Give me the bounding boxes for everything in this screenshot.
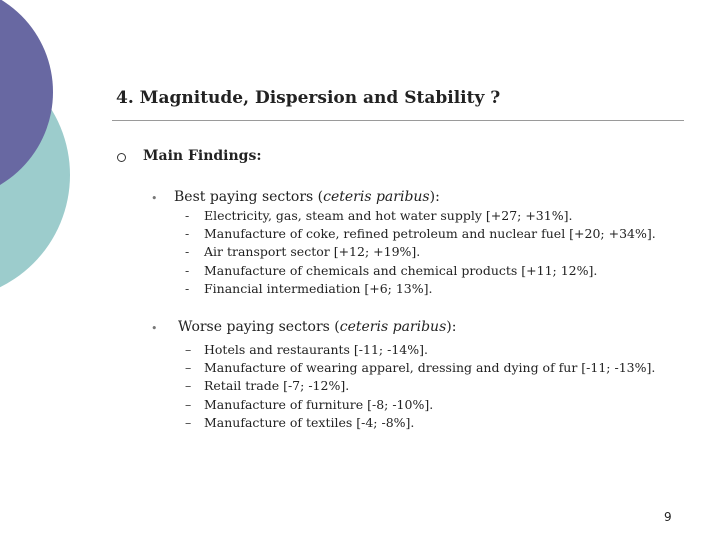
dash-bullet: - [185,226,190,242]
dash-bullet: – [185,360,192,376]
list-item-text: Manufacture of coke, refined petroleum and nuclear fuel [+20; +34%]. [204,226,656,242]
list-item-text: Hotels and restaurants [-11; -14%]. [204,342,428,357]
worse-paying-heading [178,319,456,335]
dash-bullet: - [185,262,190,278]
worse-label-end: ): [446,319,457,335]
best-paying-heading [174,189,440,205]
worse-label-start: Worse paying sectors ( [178,319,340,335]
list-item-text: Manufacture of furniture [-8; -10%]. [204,396,434,412]
list-item-text: Manufacture of wearing apparel, dressing and dying of fur [-11; -13%]. [204,360,656,376]
dash-bullet: - [185,208,190,223]
bullet-icon: • [151,192,158,205]
dash-bullet: - [185,280,190,296]
dash-bullet: - [185,244,190,260]
dash-bullet: – [185,414,192,430]
bullet-icon: • [151,322,158,335]
dash-bullet: – [185,396,192,412]
best-label-end: ): [429,189,440,205]
list-item-text: Air transport sector [+12; +19%]. [204,244,421,260]
list-item-text: Electricity, gas, steam and hot water supply [+27; +31%]. [204,208,573,223]
ring-bullet-icon [117,153,126,162]
list-item-text: Manufacture of textiles [-4; -8%]. [204,414,415,430]
decorative-circles [0,0,120,300]
title-divider [112,120,684,121]
dash-bullet: – [185,378,192,394]
list-item-text: Retail trade [-7; -12%]. [204,378,350,394]
list-item-text: Financial intermediation [+6; 13%]. [204,280,433,296]
best-label-italic: ceteris paribus [323,189,430,205]
dash-bullet: – [185,342,192,357]
main-findings-heading: Main Findings: [143,148,262,164]
list-item-text: Manufacture of chemicals and chemical products [+11; 12%]. [204,262,598,278]
best-label-start: Best paying sectors ( [174,189,324,205]
page-number: 9 [664,510,672,524]
worse-label-italic: ceteris paribus [339,319,447,335]
slide-title: 4. Magnitude, Dispersion and Stability ? [116,88,501,108]
